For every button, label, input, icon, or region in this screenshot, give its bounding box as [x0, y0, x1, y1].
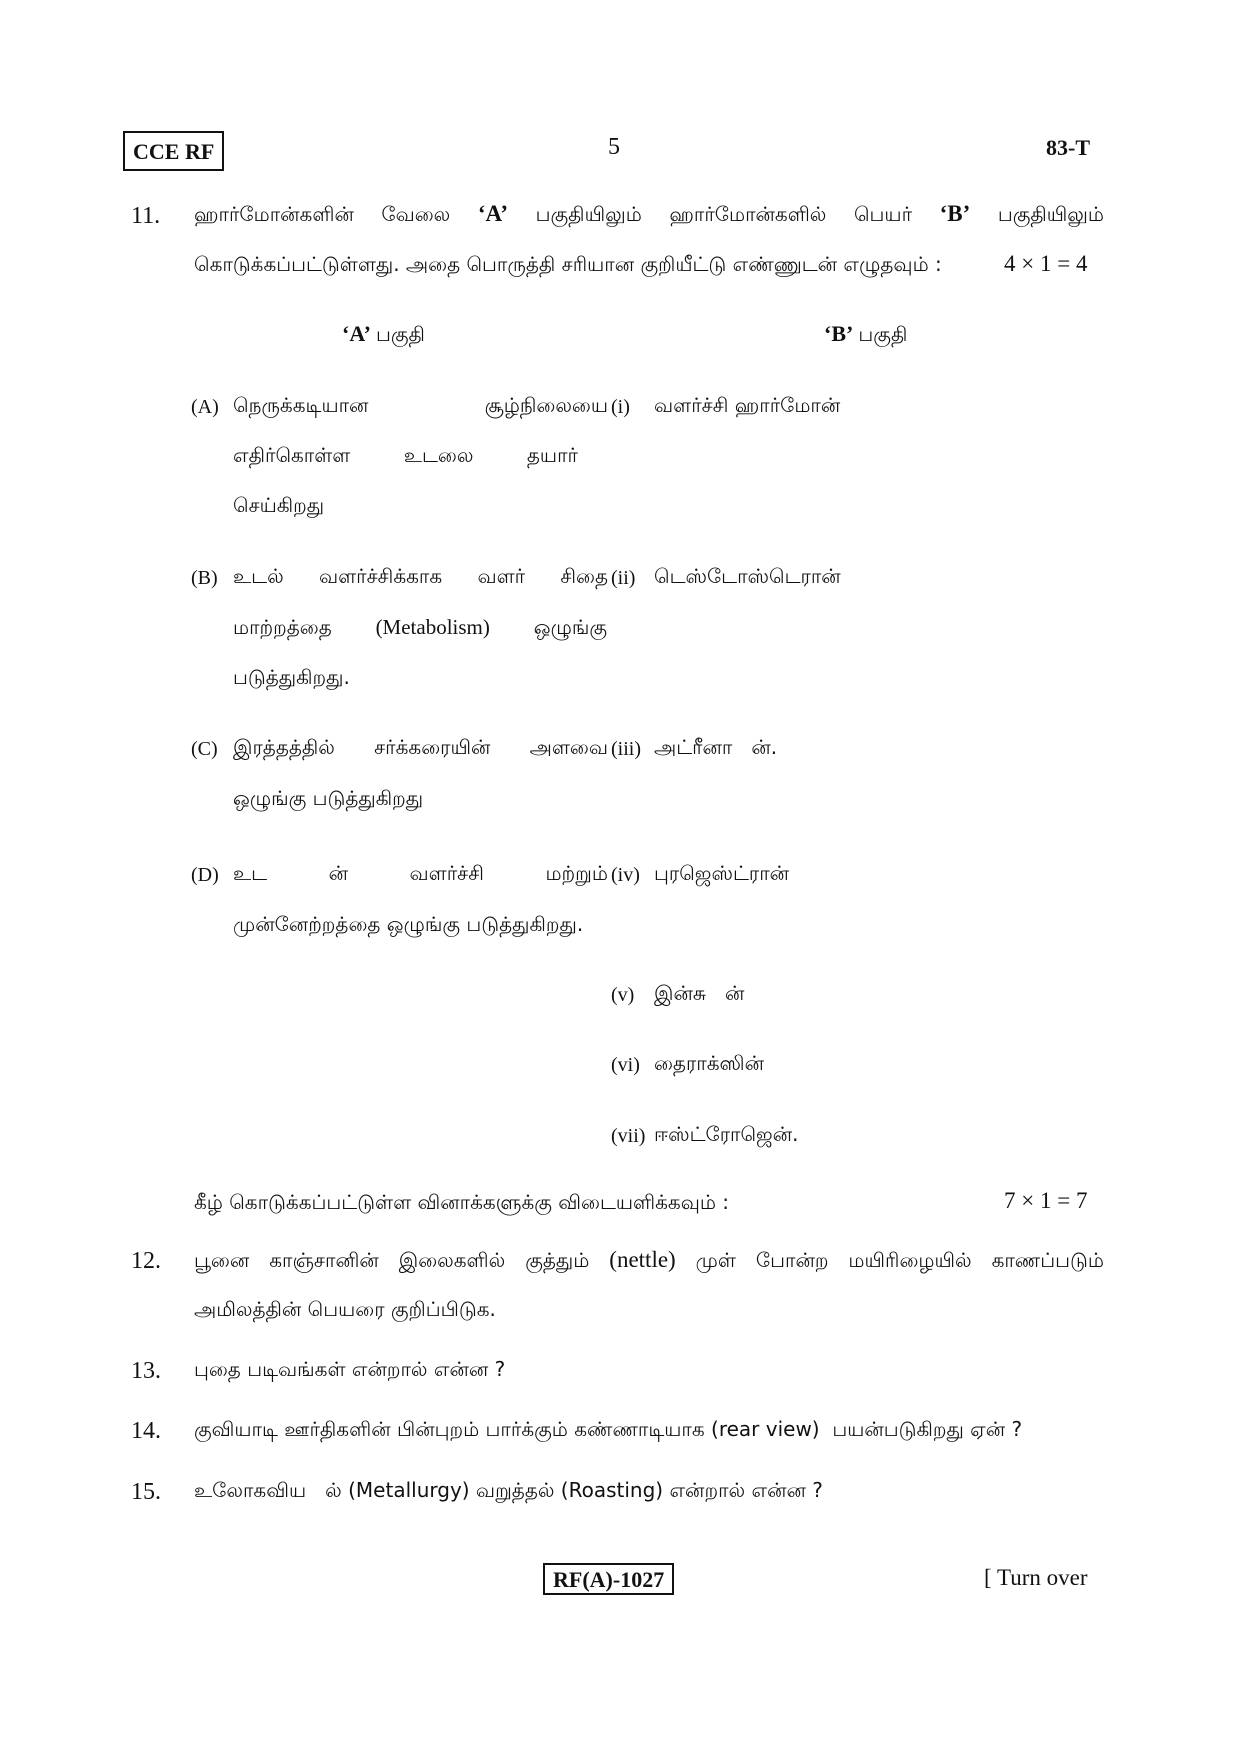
q12-word: காஞ்சானின்: [269, 1248, 379, 1272]
item-v-text: இன்சு ன்: [654, 981, 745, 1005]
item-vii-text: ஈஸ்ட்ரோஜென்.: [654, 1122, 799, 1146]
item-b-word: வளர்ச்சிக்காக: [318, 564, 443, 588]
item-b-word: மாற்றத்தை: [233, 615, 332, 639]
q11-marks: 4 × 1 = 4: [1004, 251, 1088, 276]
q11-word: பெயர்: [853, 202, 913, 226]
q12-word: காணப்படும்: [991, 1248, 1104, 1272]
item-b-word: வளர்: [477, 564, 526, 588]
q13-text: புதை படிவங்கள் என்றால் என்ன ?: [194, 1357, 506, 1381]
column-a-label: பகுதி: [376, 322, 425, 346]
q11-word: ஹார்மோன்களின்: [194, 202, 354, 226]
q12-word: முள்: [695, 1248, 736, 1272]
item-d-word: உட: [233, 861, 268, 885]
item-b-line: [233, 615, 607, 642]
item-iii-label: (iii): [611, 738, 641, 760]
q12-line1: [194, 1247, 1104, 1275]
item-i-text: வளர்ச்சி ஹார்மோன்: [654, 393, 841, 417]
q11-word: பகுதியிலும்: [997, 202, 1104, 226]
turn-over-note: [ Turn over: [984, 1565, 1088, 1590]
section-instruction: கீழ் கொடுக்கப்பட்டுள்ள வினாக்களுக்கு விடையளிக்கவும் :: [194, 1190, 730, 1214]
column-b-heading: [824, 321, 907, 349]
q11-word: ஹார்மோன்களில்: [669, 202, 827, 226]
q12-word: போன்ற: [755, 1248, 829, 1272]
item-c-line: ஒழுங்கு படுத்துகிறது: [233, 786, 424, 810]
column-b-mark: ‘B’: [824, 321, 854, 346]
question-number-11: 11.: [131, 203, 161, 229]
paper-code-left: CCE RF: [123, 131, 224, 171]
item-c-word: சர்க்கரையின்: [374, 735, 491, 759]
question-number-15: 15.: [131, 1479, 161, 1505]
item-a-line: செய்கிறது: [233, 493, 325, 517]
question-number-13: 13.: [131, 1358, 161, 1384]
question-number-12: 12.: [131, 1248, 161, 1274]
item-c-label: (C): [191, 738, 218, 760]
column-a-heading: [342, 321, 425, 349]
q15-text: உலோகவிய ல் (Metallurgy) வறுத்தல் (Roasting) என்றால் என்ன ?: [194, 1478, 823, 1502]
q11-word: வேலை: [381, 202, 451, 226]
q11-mark-a: ‘A’: [477, 201, 509, 226]
item-d-line: [233, 861, 608, 888]
item-iv-label: (iv): [611, 864, 640, 886]
q12-line2: அமிலத்தின் பெயரை குறிப்பிடுக.: [194, 1297, 496, 1321]
item-a-word: எதிர்கொள்ள: [233, 443, 351, 467]
paper-code-right: 83-T: [1046, 135, 1090, 160]
footer-code: RF(A)-1027: [543, 1563, 674, 1595]
item-a-word: உடலை: [403, 443, 474, 467]
item-b-word: உடல்: [233, 564, 284, 588]
q12-word: (nettle): [609, 1247, 676, 1272]
item-vii-label: (vii): [611, 1125, 646, 1147]
item-a-label: (A): [191, 396, 219, 418]
q11-line2: கொடுக்கப்பட்டுள்ளது. அதை பொருத்தி சரியான குறியீட்டு எண்ணுடன் எழுதவும் :: [194, 252, 942, 276]
item-b-word: (Metabolism): [375, 615, 490, 639]
column-b-label: பகுதி: [858, 322, 908, 346]
item-b-word: ஒழுங்கு: [533, 615, 607, 639]
q11-mark-b: ‘B’: [939, 201, 971, 226]
item-vi-text: தைராக்ஸின்: [654, 1051, 764, 1075]
item-d-word: மற்றும்: [545, 861, 608, 885]
item-i-label: (i): [611, 396, 630, 418]
question-number-14: 14.: [131, 1418, 161, 1444]
item-ii-label: (ii): [611, 567, 636, 589]
item-a-line: [233, 443, 578, 470]
item-b-line: படுத்துகிறது.: [233, 665, 350, 689]
q12-word: இலைகளில்: [398, 1248, 506, 1272]
q12-word: மயிரிழையில்: [848, 1248, 972, 1272]
item-c-line: [233, 735, 608, 762]
q11-line1: [194, 201, 1104, 229]
item-d-line: முன்னேற்றத்தை ஒழுங்கு படுத்துகிறது.: [233, 912, 584, 936]
item-iv-text: புரஜெஸ்ட்ரான்: [654, 861, 790, 885]
item-d-label: (D): [191, 864, 219, 886]
item-ii-text: டெஸ்டோஸ்டெரான்: [654, 564, 841, 588]
item-c-word: அளவை: [529, 735, 608, 759]
item-b-label: (B): [191, 567, 218, 589]
item-b-line: [233, 564, 608, 591]
column-a-mark: ‘A’: [342, 321, 371, 346]
q14-text: குவியாடி ஊர்திகளின் பின்புறம் பார்க்கும் கண்ணாடியாக (rear view) பயன்படுகிறது ஏன் ?: [194, 1417, 1023, 1441]
item-iii-text: அட்ரீனா ன்.: [654, 735, 778, 759]
item-vi-label: (vi): [611, 1054, 640, 1076]
q12-word: பூனை: [194, 1248, 250, 1272]
item-a-word: தயார்: [526, 443, 578, 467]
page-number: 5: [608, 134, 620, 160]
item-c-word: இரத்தத்தில்: [233, 735, 335, 759]
item-a-word: சூழ்நிலையை: [484, 393, 608, 417]
q11-word: பகுதியிலும்: [535, 202, 642, 226]
item-a-word: நெருக்கடியான: [233, 393, 369, 417]
q12-word: குத்தும்: [525, 1248, 590, 1272]
item-v-label: (v): [611, 984, 635, 1006]
item-b-word: சிதை: [560, 564, 608, 588]
item-d-word: ன்: [328, 861, 348, 885]
item-a-line: [233, 393, 608, 420]
item-d-word: வளர்ச்சி: [409, 861, 484, 885]
section-marks: 7 × 1 = 7: [1004, 1188, 1088, 1213]
